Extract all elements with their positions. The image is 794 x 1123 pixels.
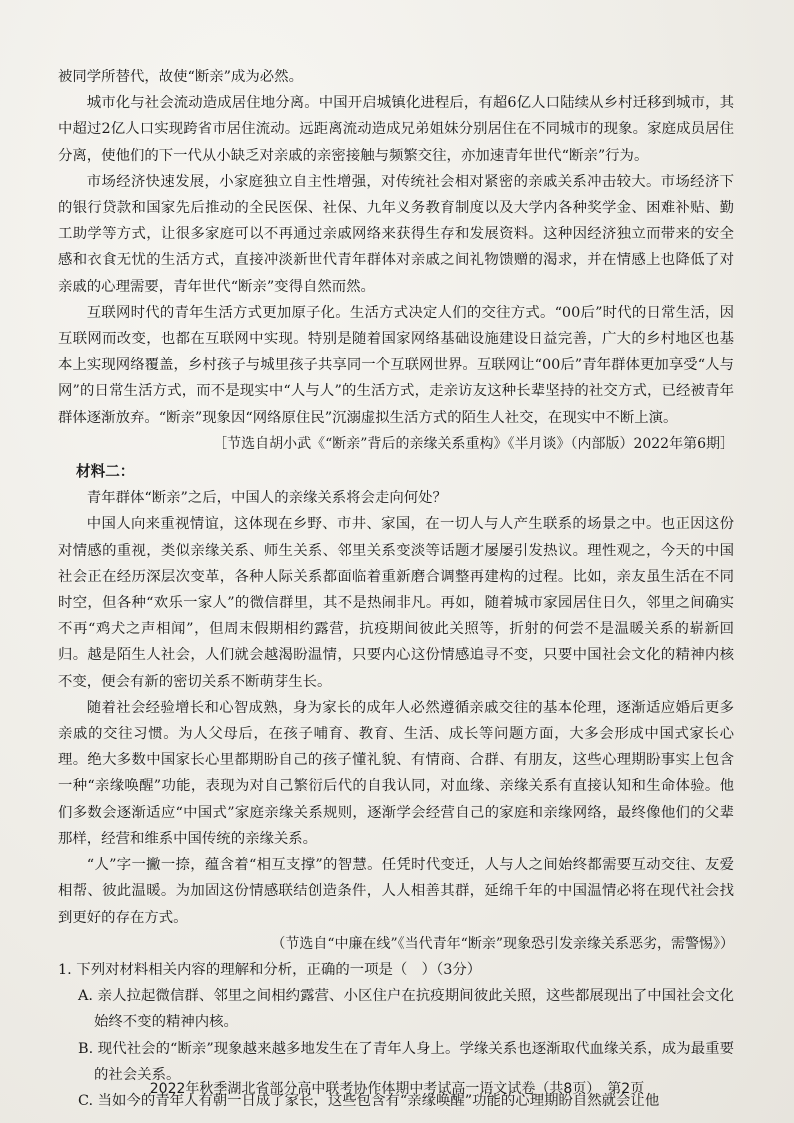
page-footer: 2022年秋季湖北省部分高中联考协作体期中考试高一语文试卷（共8页） 第2页 [149,1081,645,1097]
paragraph: “人”字一撇一捺，蕴含着“相互支撑”的智慧。任凭时代变迁，人与人之间始终都需要互动交往、友爱相帮、彼此温暖。为加固这份情感联结创造条件，人人相善其群，延绵千年的中国温情必将在现代社会找到更好的存在方式。 [58,857,734,926]
source-citation: ［节选自胡小武《“断亲”背后的亲缘关系重构》《半月谈》（内部版）2022年第6期］ [213,435,734,452]
answer-option-c: C. 当如今的青年人有朝一日成了家长，这些包含有“亲缘唤醒”功能的心理期盼自然就会让他 [78,1092,660,1109]
page-content [58,64,734,1114]
source-citation: （节选自“中廉在线”《当代青年“断亲”现象恐引发亲缘关系恶劣，需警惕》） [271,935,734,952]
paragraph: 城市化与社会流动造成居住地分离。中国开启城镇化进程后，有超6亿人口陆续从乡村迁移到城市，其中超过2亿人口实现跨省市居住流动。远距离流动造成兄弟姐妹分别居住在不同城市的现象。家庭成员居住分离，使他们的下一代从小缺乏对亲戚的亲密接触与频繁交往，亦加速青年世代“断亲”行为。 [58,95,734,164]
paragraph: 青年群体“断亲”之后，中国人的亲缘关系将会走向何处？ [86,490,447,507]
answer-option-a: A. 亲人拉起微信群、邻里之间相约露营、小区住户在抗疫期间彼此关照，这些都展现出了中国社会文化始终不变的精神内核。 [78,988,734,1031]
paragraph: 被同学所替代，故使“断亲”成为必然。 [58,69,303,85]
question-stem: 1. 下列对材料相关内容的理解和分析，正确的一项是（ ）（3分） [58,961,482,978]
paragraph: 中国人向来重视情谊，这体现在乡野、市井、家国，在一切人与人产生联系的场景之中。也正因这份对情感的重视，类似亲缘关系、师生关系、邻里关系变淡等话题才屡屡引发热议。理性观之，今天的中国社会正在经历深层次变革，各种人际关系都面临着重新磨合调整再建构的过程。比如，亲友虽生活在不同时空，但各种“欢乐一家人”的微信群里，其不是热闹非凡。再如，随着城市家园居住日久，邻里之间确实不再“鸡犬之声相闻”，但周末假期相约露营，抗疫期间彼此关照等，折射的何尝不是温暖关系的崭新回归。越是陌生人社会，人们就会越渴盼温情，只要内心这份情感追寻不变，只要中国社会文化的精神内核不变，便会有新的密切关系不断萌芽生长。 [58,516,734,690]
paragraph: 互联网时代的青年生活方式更加原子化。生活方式决定人们的交往方式。“00后”时代的日常生活，因互联网而改变，也都在互联网中实现。特别是随着国家网络基础设施建设日益完善，广大的乡村地区也基本上实现网络覆盖，乡村孩子与城里孩子共享同一个互联网世界。互联网让“00后”青年群体更加享受“人与网”的日常生活方式，而不是现实中“人与人”的生活方式，走亲访友这种长辈坚持的社交方式，已经被青年群体逐渐放弃。“断亲”现象因“网络原住民”沉溺虚拟生活方式的陌生人社交，在现实中不断上演。 [58,304,734,426]
paragraph: 随着社会经验增长和心智成熟，身为家长的成年人必然遵循亲戚交往的基本伦理，逐渐适应婚后更多亲戚的交往习惯。为人父母后，在孩子哺育、教育、生活、成长等问题方面，大多会形成中国式家长心理。绝大多数中国家长心里都期盼自己的孩子懂礼貌、有情商、合群、有朋友，这些心理期盼事实上包含一种“亲缘唤醒”功能，表现为对自己繁衍后代的自我认同，对血缘、亲缘关系有直接认知和生命体验。他们多数会逐渐适应“中国式”家庭亲缘关系规则，逐渐学会经营自己的家庭和亲缘网络，最终像他们的父辈那样，经营和维系中国传统的亲缘关系。 [58,699,734,847]
answer-option-b: B. 现代社会的“断亲”现象越来越多地发生在了青年人身上。学缘关系也逐渐取代血缘关系，成为最重要的社会关系。 [78,1040,734,1083]
section-heading: 材料二： [76,463,135,481]
paragraph: 市场经济快速发展，小家庭独立自主性增强，对传统社会相对紧密的亲戚关系冲击较大。市场经济下的银行贷款和国家先后推动的全民医保、社保、九年义务教育制度以及大学内各种奖学金、困难补贴、勤工助学等方式，让很多家庭可以不再通过亲戚网络来获得生存和发展资料。这种因经济独立而带来的安全感和衣食无忧的生活方式，直接冲淡新世代青年群体对亲戚之间礼物馈赠的渴求，并在情感上也降低了对亲戚的心理需要，青年世代“断亲”变得自然而然。 [58,173,734,295]
